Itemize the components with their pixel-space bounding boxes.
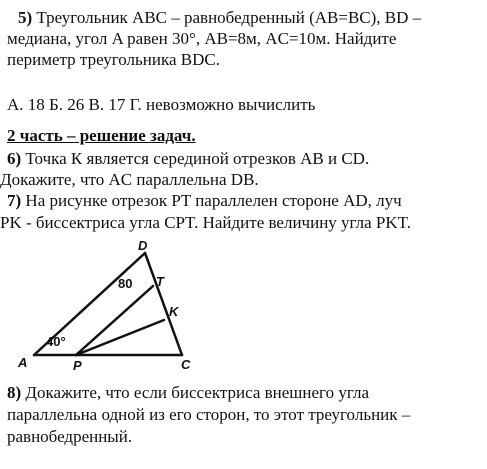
problem-5-line-2: медиана, угол A равен 30°, AB=8м, AC=10м. Найдите: [7, 29, 397, 48]
problem-8-line-2: параллельна одной из его сторон, то этот треугольник –: [7, 405, 411, 424]
problem-8-line-3: равнобедренный.: [7, 427, 133, 446]
label-T: T: [156, 274, 164, 289]
angle-A-value: 40°: [46, 334, 66, 349]
label-P: P: [73, 358, 82, 373]
problem-6-text-1: Точка К является серединой отрезков AB и CD.: [21, 149, 370, 168]
problem-8-text-1: Докажите, что если биссектриса внешнего угла: [21, 383, 369, 402]
segment-PT: [76, 286, 153, 355]
problem-5-text-1: Треугольник ABC – равнобедренный (AB=BC), BD –: [36, 8, 422, 27]
problem-6-line-2: Докажите, что AC параллельна DB.: [0, 170, 259, 189]
label-A: A: [18, 355, 28, 370]
segment-PK: [76, 320, 164, 355]
problem-8-line-1: [7, 383, 369, 403]
problem-5-number: 5): [18, 8, 33, 27]
angle-D-value: 80: [118, 276, 133, 291]
problem-5-line-3: периметр треугольника BDC.: [7, 50, 220, 69]
label-C: C: [181, 357, 191, 372]
problem-6-number: 6): [7, 149, 22, 168]
problem-7-line-2: PK - биссектриса угла CPT. Найдите величину угла PKT.: [0, 213, 412, 232]
problem-7-number: 7): [7, 191, 22, 210]
label-K: K: [169, 304, 179, 319]
part-2-heading: 2 часть – решение задач.: [7, 126, 196, 145]
problem-8-number: 8): [7, 383, 22, 402]
label-D: D: [138, 238, 148, 253]
problem-7-text-1: На рисунке отрезок PT параллелен стороне AD, луч: [21, 191, 402, 210]
problem-5-answers: А. 18 Б. 26 В. 17 Г. невозможно вычислить: [7, 95, 316, 114]
